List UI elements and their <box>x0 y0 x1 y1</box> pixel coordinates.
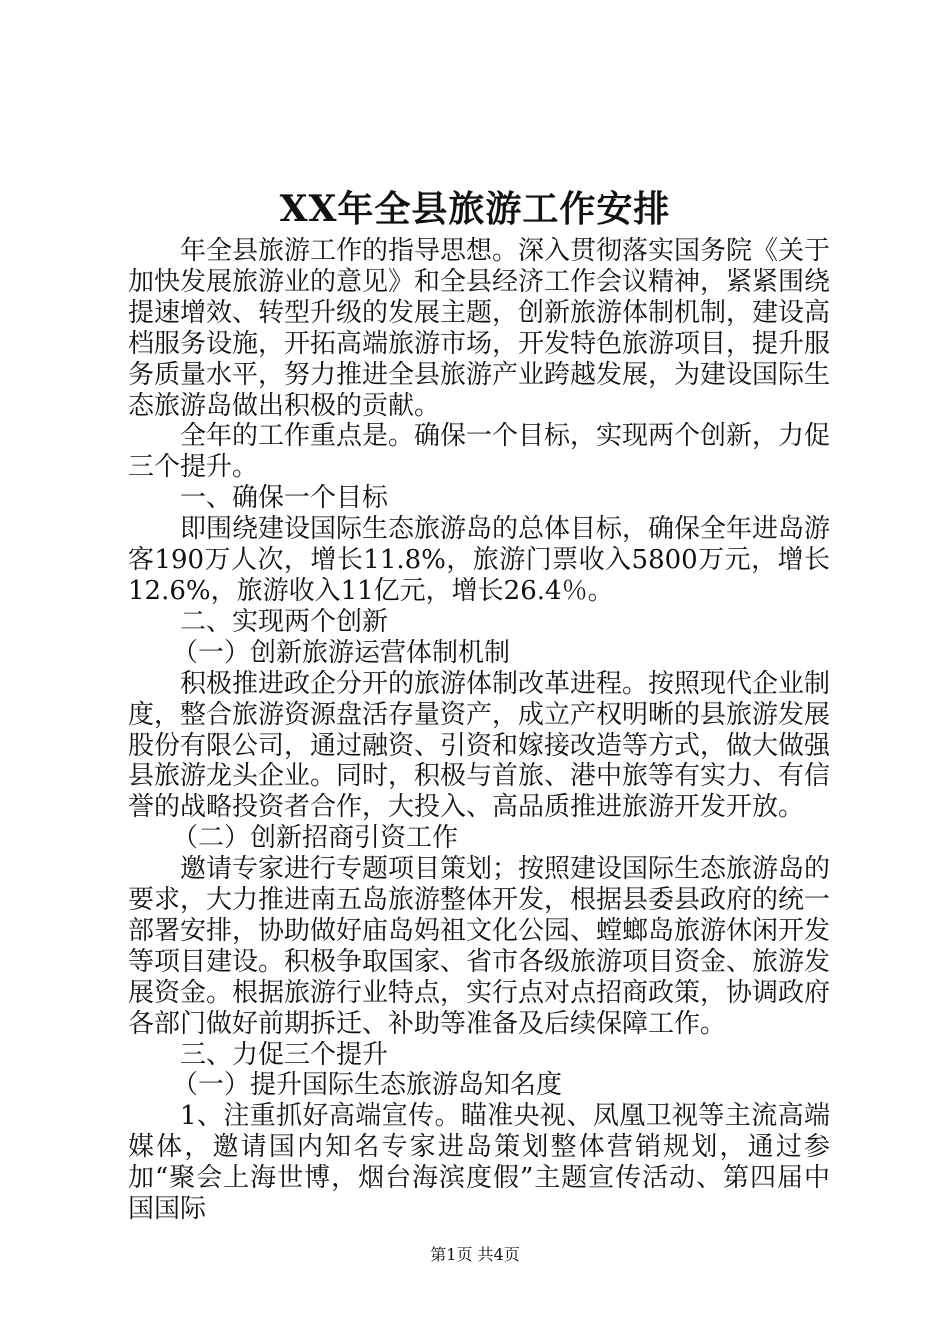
paragraph-work-focus: 全年的工作重点是。确保一个目标，实现两个创新，力促三个提升。 <box>128 421 831 483</box>
paragraph-target: 即围绕建设国际生态旅游岛的总体目标，确保全年进岛游客190万人次，增长11.8%，旅游门票收入5800万元，增长12.6%，旅游收入11亿元，增长26.4％。 <box>128 514 831 606</box>
subsection-heading-2-1: （一）创新旅游运营体制机制 <box>172 637 511 668</box>
document-body <box>128 236 830 1225</box>
paragraph-guiding-ideology: 年全县旅游工作的指导思想。深入贯彻落实国务院《关于加快发展旅游业的意见》和全县经济工作会议精神，紧紧围绕提速增效、转型升级的发展主题，创新旅游体制机制，建设高档服务设施，开拓高端旅游市场，开发特色旅游项目，提升服务质量水平，努力推进全县旅游产业跨越发展，为建设国际生态旅游岛做出积极的贡献。 <box>128 236 831 421</box>
page-footer: 第1页 共4页 <box>430 1245 520 1264</box>
subsection-heading-2-2: （二）创新招商引资工作 <box>172 823 459 854</box>
section-heading-2: 二、实现两个创新 <box>180 606 389 637</box>
paragraph-reform: 积极推进政企分开的旅游体制改革进程。按照现代企业制度，整合旅游资源盘活存量资产，成立产权明晰的县旅游发展股份有限公司，通过融资、引资和嫁接改造等方式，做大做强县旅游龙头企业。同时，积极与首旅、港中旅等有实力、有信誉的战略投资者合作，大投入、高品质推进旅游开发开放。 <box>128 668 831 823</box>
document-title: XX年全县旅游工作安排 <box>279 188 671 230</box>
paragraph-investment: 邀请专家进行专题项目策划；按照建设国际生态旅游岛的要求，大力推进南五岛旅游整体开发，根据县委县政府的统一部署安排，协助做好庙岛妈祖文化公园、螳螂岛旅游休闲开发等项目建设。积极争取国家、省市各级旅游项目资金、旅游发展资金。根据旅游行业特点，实行点对点招商政策，协调政府各部门做好前期拆迁、补助等准备及后续保障工作。 <box>128 854 831 1039</box>
section-heading-3: 三、力促三个提升 <box>180 1039 389 1070</box>
subsection-heading-3-1: （一）提升国际生态旅游岛知名度 <box>172 1070 563 1101</box>
paragraph-promotion: 1、注重抓好高端宣传。瞄准央视、凤凰卫视等主流高端媒体，邀请国内知名专家进岛策划整体营销规划，通过参加“聚会上海世博，烟台海滨度假”主题宣传活动、第四届中国国际 <box>128 1101 830 1225</box>
section-heading-1: 一、确保一个目标 <box>180 483 389 514</box>
